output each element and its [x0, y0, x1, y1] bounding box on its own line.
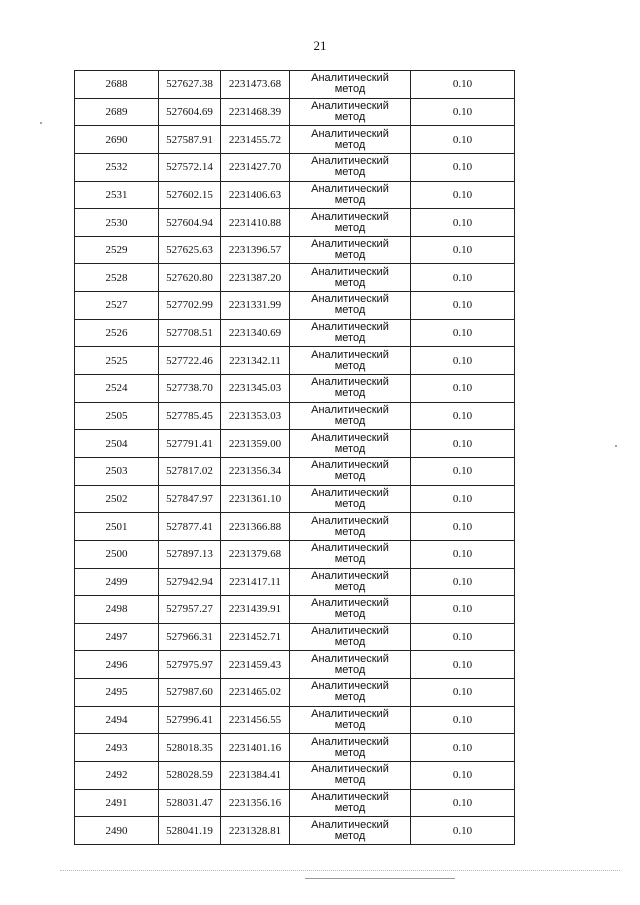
y-coordinate-cell: 2231455.72	[221, 126, 290, 154]
method-cell	[290, 292, 411, 320]
y-coordinate-cell: 2231396.57	[221, 236, 290, 264]
accuracy-cell: 0.10	[411, 430, 515, 458]
x-coordinate-cell: 527942.94	[159, 568, 221, 596]
point-number-cell: 2493	[75, 734, 159, 762]
method-cell	[290, 734, 411, 762]
accuracy-cell: 0.10	[411, 347, 515, 375]
y-coordinate-cell: 2231387.20	[221, 264, 290, 292]
x-coordinate-cell: 527708.51	[159, 319, 221, 347]
method-line: Аналитический	[311, 376, 389, 389]
method-cell	[290, 762, 411, 790]
table-row	[75, 402, 515, 430]
method-line: Аналитический	[311, 72, 389, 85]
method-cell	[290, 319, 411, 347]
table-row	[75, 375, 515, 403]
method-cell	[290, 651, 411, 679]
method-line: метод	[334, 801, 366, 814]
table-row	[75, 236, 515, 264]
method-line: метод	[334, 691, 366, 704]
point-number-cell: 2503	[75, 457, 159, 485]
y-coordinate-cell: 2231473.68	[221, 71, 290, 99]
method-line: Аналитический	[311, 597, 389, 610]
method-line: Аналитический	[311, 293, 389, 306]
point-number-cell: 2496	[75, 651, 159, 679]
accuracy-cell: 0.10	[411, 292, 515, 320]
method-line: Аналитический	[311, 155, 389, 168]
table-row	[75, 762, 515, 790]
method-line: метод	[334, 719, 366, 732]
method-cell	[290, 789, 411, 817]
method-cell	[290, 623, 411, 651]
method-line: Аналитический	[311, 708, 389, 721]
y-coordinate-cell: 2231356.34	[221, 457, 290, 485]
method-line: Аналитический	[311, 735, 389, 748]
accuracy-cell: 0.10	[411, 153, 515, 181]
table-row	[75, 292, 515, 320]
y-coordinate-cell: 2231379.68	[221, 540, 290, 568]
x-coordinate-cell: 527627.38	[159, 71, 221, 99]
method-cell	[290, 817, 411, 845]
accuracy-cell: 0.10	[411, 71, 515, 99]
scan-speck	[40, 122, 42, 124]
coordinates-table	[74, 70, 515, 845]
x-coordinate-cell: 527738.70	[159, 375, 221, 403]
method-line: метод	[334, 193, 366, 206]
point-number-cell: 2495	[75, 679, 159, 707]
method-line: Аналитический	[311, 265, 389, 278]
method-line: Аналитический	[311, 99, 389, 112]
method-line: метод	[334, 746, 366, 759]
accuracy-cell: 0.10	[411, 789, 515, 817]
x-coordinate-cell: 528031.47	[159, 789, 221, 817]
method-line: метод	[334, 442, 366, 455]
x-coordinate-cell: 527785.45	[159, 402, 221, 430]
method-line: метод	[334, 497, 366, 510]
method-line: Аналитический	[311, 182, 389, 195]
table-row	[75, 596, 515, 624]
method-line: Аналитический	[311, 763, 389, 776]
point-number-cell: 2524	[75, 375, 159, 403]
table-row	[75, 623, 515, 651]
y-coordinate-cell: 2231465.02	[221, 679, 290, 707]
table-row	[75, 347, 515, 375]
method-line: метод	[334, 553, 366, 566]
method-line: Аналитический	[311, 348, 389, 361]
scan-artifact-line	[305, 878, 455, 879]
accuracy-cell: 0.10	[411, 596, 515, 624]
point-number-cell: 2531	[75, 181, 159, 209]
point-number-cell: 2500	[75, 540, 159, 568]
table-row	[75, 679, 515, 707]
method-cell	[290, 153, 411, 181]
x-coordinate-cell: 528041.19	[159, 817, 221, 845]
point-number-cell: 2490	[75, 817, 159, 845]
y-coordinate-cell: 2231359.00	[221, 430, 290, 458]
method-line: Аналитический	[311, 818, 389, 831]
y-coordinate-cell: 2231366.88	[221, 513, 290, 541]
point-number-cell: 2527	[75, 292, 159, 320]
x-coordinate-cell: 527587.91	[159, 126, 221, 154]
method-line: Аналитический	[311, 790, 389, 803]
accuracy-cell: 0.10	[411, 679, 515, 707]
method-cell	[290, 706, 411, 734]
point-number-cell: 2501	[75, 513, 159, 541]
y-coordinate-cell: 2231410.88	[221, 209, 290, 237]
x-coordinate-cell: 527604.94	[159, 209, 221, 237]
method-cell	[290, 126, 411, 154]
y-coordinate-cell: 2231384.41	[221, 762, 290, 790]
point-number-cell: 2532	[75, 153, 159, 181]
x-coordinate-cell: 528018.35	[159, 734, 221, 762]
table-row	[75, 181, 515, 209]
method-line: Аналитический	[311, 514, 389, 527]
accuracy-cell: 0.10	[411, 734, 515, 762]
table-row	[75, 540, 515, 568]
table-row	[75, 651, 515, 679]
method-line: метод	[334, 221, 366, 234]
method-line: метод	[334, 83, 366, 96]
method-line: Аналитический	[311, 238, 389, 251]
method-line: Аналитический	[311, 321, 389, 334]
method-line: метод	[334, 525, 366, 538]
method-line: метод	[334, 470, 366, 483]
method-cell	[290, 513, 411, 541]
method-line: Аналитический	[311, 459, 389, 472]
point-number-cell: 2528	[75, 264, 159, 292]
method-line: метод	[334, 774, 366, 787]
table-row	[75, 568, 515, 596]
table-row	[75, 513, 515, 541]
y-coordinate-cell: 2231356.16	[221, 789, 290, 817]
point-number-cell: 2525	[75, 347, 159, 375]
method-cell	[290, 375, 411, 403]
accuracy-cell: 0.10	[411, 236, 515, 264]
y-coordinate-cell: 2231345.03	[221, 375, 290, 403]
point-number-cell: 2529	[75, 236, 159, 264]
method-cell	[290, 181, 411, 209]
table-row	[75, 153, 515, 181]
y-coordinate-cell: 2231340.69	[221, 319, 290, 347]
table-row	[75, 734, 515, 762]
point-number-cell: 2494	[75, 706, 159, 734]
point-number-cell: 2505	[75, 402, 159, 430]
table-row	[75, 457, 515, 485]
method-line: метод	[334, 636, 366, 649]
method-line: метод	[334, 608, 366, 621]
method-cell	[290, 540, 411, 568]
method-line: Аналитический	[311, 680, 389, 693]
page-number: 21	[313, 38, 327, 53]
table-row	[75, 126, 515, 154]
table-row	[75, 71, 515, 99]
accuracy-cell: 0.10	[411, 402, 515, 430]
table-row	[75, 485, 515, 513]
accuracy-cell: 0.10	[411, 762, 515, 790]
x-coordinate-cell: 527625.63	[159, 236, 221, 264]
y-coordinate-cell: 2231459.43	[221, 651, 290, 679]
method-cell	[290, 264, 411, 292]
method-line: метод	[334, 276, 366, 289]
accuracy-cell: 0.10	[411, 485, 515, 513]
method-cell	[290, 679, 411, 707]
x-coordinate-cell: 527722.46	[159, 347, 221, 375]
table-row	[75, 264, 515, 292]
x-coordinate-cell: 527957.27	[159, 596, 221, 624]
point-number-cell: 2497	[75, 623, 159, 651]
x-coordinate-cell: 527572.14	[159, 153, 221, 181]
x-coordinate-cell: 527966.31	[159, 623, 221, 651]
accuracy-cell: 0.10	[411, 817, 515, 845]
x-coordinate-cell: 527791.41	[159, 430, 221, 458]
y-coordinate-cell: 2231456.55	[221, 706, 290, 734]
y-coordinate-cell: 2231417.11	[221, 568, 290, 596]
method-line: Аналитический	[311, 210, 389, 223]
method-cell	[290, 485, 411, 513]
accuracy-cell: 0.10	[411, 209, 515, 237]
method-cell	[290, 430, 411, 458]
scan-speck	[615, 445, 617, 447]
accuracy-cell: 0.10	[411, 568, 515, 596]
y-coordinate-cell: 2231452.71	[221, 623, 290, 651]
point-number-cell: 2526	[75, 319, 159, 347]
accuracy-cell: 0.10	[411, 375, 515, 403]
y-coordinate-cell: 2231427.70	[221, 153, 290, 181]
x-coordinate-cell: 527877.41	[159, 513, 221, 541]
x-coordinate-cell: 527620.80	[159, 264, 221, 292]
point-number-cell: 2689	[75, 98, 159, 126]
y-coordinate-cell: 2231439.91	[221, 596, 290, 624]
x-coordinate-cell: 527702.99	[159, 292, 221, 320]
method-line: метод	[334, 138, 366, 151]
accuracy-cell: 0.10	[411, 319, 515, 347]
method-cell	[290, 236, 411, 264]
method-cell	[290, 402, 411, 430]
method-cell	[290, 347, 411, 375]
method-cell	[290, 596, 411, 624]
method-cell	[290, 71, 411, 99]
method-line: метод	[334, 829, 366, 842]
accuracy-cell: 0.10	[411, 623, 515, 651]
accuracy-cell: 0.10	[411, 264, 515, 292]
accuracy-cell: 0.10	[411, 651, 515, 679]
y-coordinate-cell: 2231353.03	[221, 402, 290, 430]
method-line: Аналитический	[311, 652, 389, 665]
point-number-cell: 2504	[75, 430, 159, 458]
method-line: метод	[334, 387, 366, 400]
x-coordinate-cell: 527847.97	[159, 485, 221, 513]
accuracy-cell: 0.10	[411, 706, 515, 734]
point-number-cell: 2688	[75, 71, 159, 99]
accuracy-cell: 0.10	[411, 513, 515, 541]
method-line: Аналитический	[311, 625, 389, 638]
method-line: метод	[334, 304, 366, 317]
method-cell	[290, 568, 411, 596]
accuracy-cell: 0.10	[411, 98, 515, 126]
method-line: метод	[334, 110, 366, 123]
method-line: Аналитический	[311, 404, 389, 416]
accuracy-cell: 0.10	[411, 126, 515, 154]
point-number-cell: 2491	[75, 789, 159, 817]
method-line: метод	[334, 359, 366, 372]
method-line: метод	[334, 415, 366, 427]
method-line: Аналитический	[311, 127, 389, 140]
table-row	[75, 817, 515, 845]
y-coordinate-cell: 2231468.39	[221, 98, 290, 126]
method-cell	[290, 457, 411, 485]
method-line: метод	[334, 332, 366, 345]
method-line: метод	[334, 249, 366, 262]
point-number-cell: 2530	[75, 209, 159, 237]
y-coordinate-cell: 2231401.16	[221, 734, 290, 762]
method-line: Аналитический	[311, 486, 389, 499]
method-line: метод	[334, 663, 366, 676]
x-coordinate-cell: 527604.69	[159, 98, 221, 126]
y-coordinate-cell: 2231406.63	[221, 181, 290, 209]
y-coordinate-cell: 2231342.11	[221, 347, 290, 375]
x-coordinate-cell: 527996.41	[159, 706, 221, 734]
y-coordinate-cell: 2231328.81	[221, 817, 290, 845]
point-number-cell: 2498	[75, 596, 159, 624]
scan-artifact-line	[60, 870, 620, 871]
x-coordinate-cell: 527897.13	[159, 540, 221, 568]
method-line: метод	[334, 166, 366, 179]
method-line: Аналитический	[311, 542, 389, 555]
method-line: Аналитический	[311, 569, 389, 582]
method-cell	[290, 209, 411, 237]
method-cell	[290, 98, 411, 126]
x-coordinate-cell: 528028.59	[159, 762, 221, 790]
x-coordinate-cell: 527817.02	[159, 457, 221, 485]
coordinates-table-body	[75, 71, 515, 845]
table-row	[75, 706, 515, 734]
x-coordinate-cell: 527602.15	[159, 181, 221, 209]
table-row	[75, 209, 515, 237]
accuracy-cell: 0.10	[411, 181, 515, 209]
table-row	[75, 319, 515, 347]
method-line: Аналитический	[311, 431, 389, 444]
y-coordinate-cell: 2231331.99	[221, 292, 290, 320]
x-coordinate-cell: 527987.60	[159, 679, 221, 707]
y-coordinate-cell: 2231361.10	[221, 485, 290, 513]
point-number-cell: 2502	[75, 485, 159, 513]
method-line: метод	[334, 580, 366, 593]
accuracy-cell: 0.10	[411, 457, 515, 485]
table-row	[75, 430, 515, 458]
point-number-cell: 2690	[75, 126, 159, 154]
table-row	[75, 98, 515, 126]
x-coordinate-cell: 527975.97	[159, 651, 221, 679]
point-number-cell: 2492	[75, 762, 159, 790]
table-row	[75, 789, 515, 817]
accuracy-cell: 0.10	[411, 540, 515, 568]
point-number-cell: 2499	[75, 568, 159, 596]
